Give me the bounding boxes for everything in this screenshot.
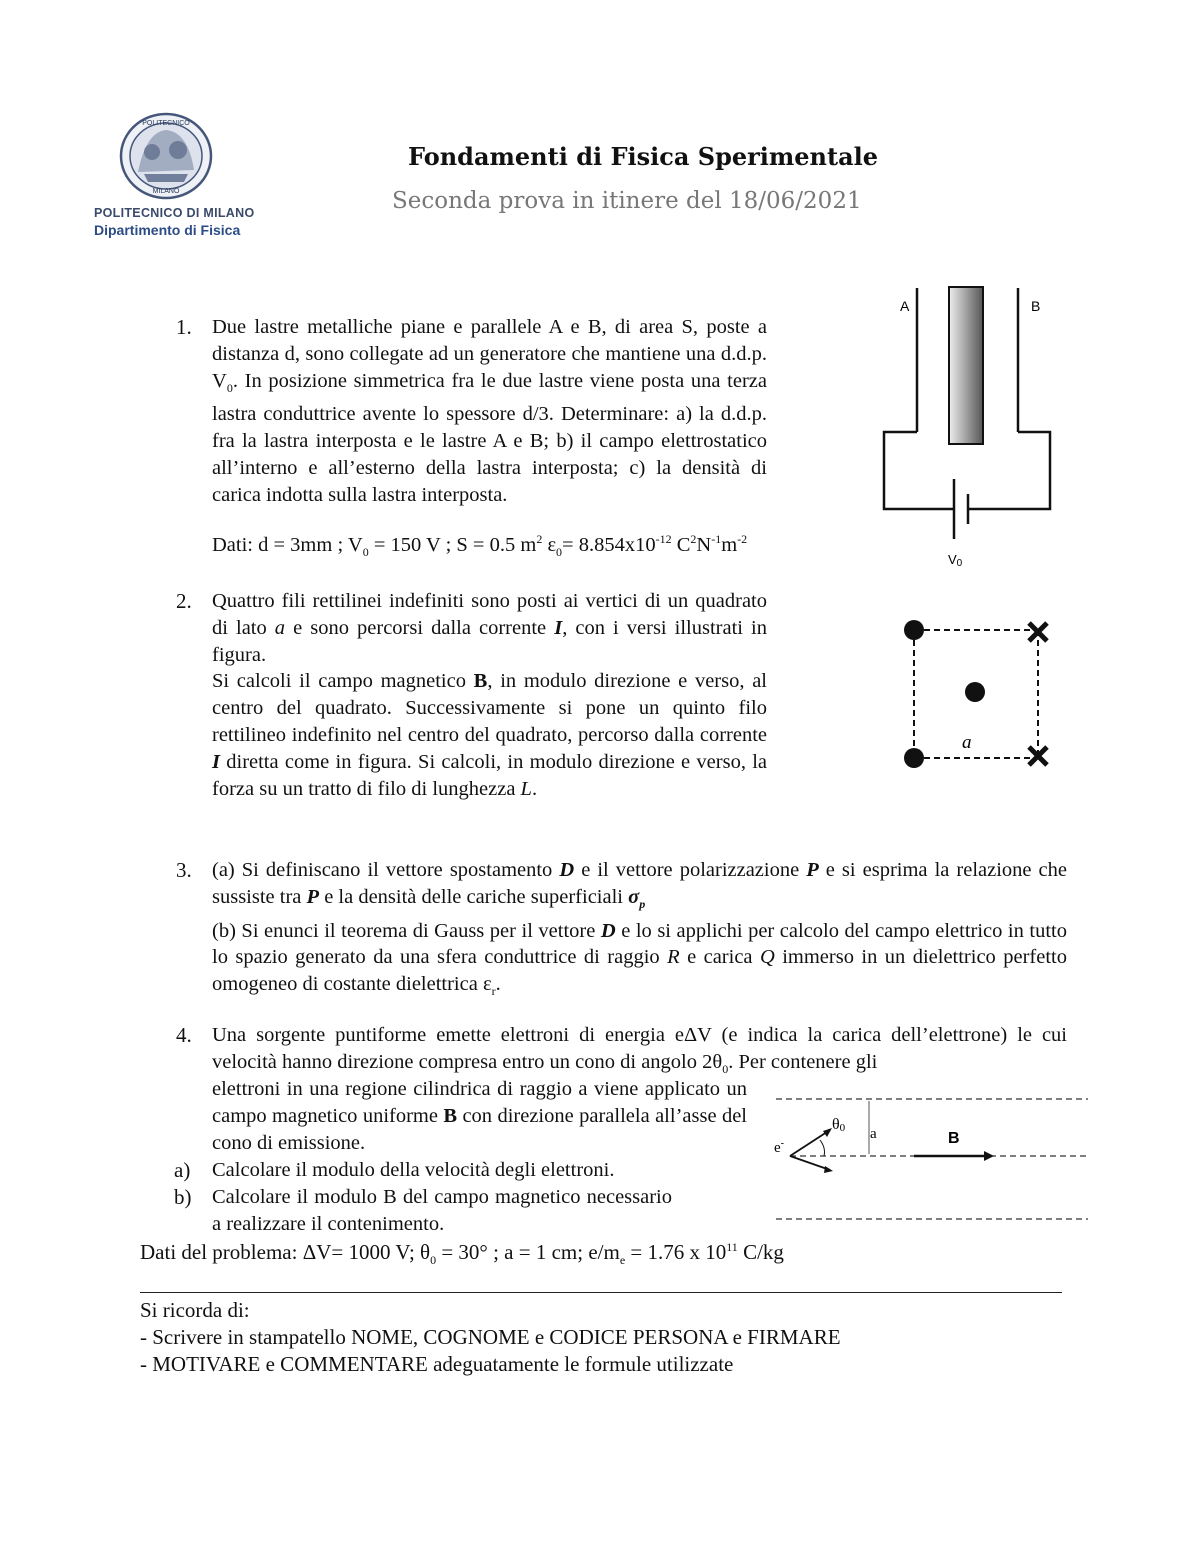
field-b-label: B [948,1130,960,1147]
institution-name: POLITECNICO DI MILANO [94,206,255,220]
problem-4-number: 4. [176,1023,192,1047]
problem-3-text: (a) Si definiscano il vettore spostamento D e il vettore polarizzazione P e si esprima la relazione che sussiste tra P e la densità delle cariche superficiali $\sigma_p$ (b) Si enunci il teorema di Gauss per il vettore D e lo si applichi per calcolo del campo elettrico in tutto lo spazio generato da una sfera conduttrice di raggio R e carica Q immerso in un dielettrico perfetto omogeneo di costante dielettrica $\varepsilon_r$. [212,859,1067,999]
question-a-text: Calcolare il modulo della velocità degli elettroni. [212,1159,615,1181]
plate-b-label: B [1031,298,1041,314]
problem-2-number: 2. [176,589,192,613]
radius-label: a [870,1126,877,1142]
capacitor-plates-figure [878,282,1058,572]
electron-label: e- [774,1138,785,1156]
document-subtitle: Seconda prova in itinere del 18/06/2021 [392,188,862,214]
problem-3-number: 3. [176,858,192,882]
question-b-label: b) [174,1185,192,1209]
footer-divider [140,1292,1062,1293]
four-wires-square-figure [896,614,1056,774]
seal-top-text: POLITECNICO [142,120,190,127]
square-side-label: a [962,732,972,753]
university-seal-logo [118,112,214,200]
wire-cross-bottom-right [1029,747,1047,765]
wire-dot-top-left [904,620,924,640]
wire-cross-top-right [1029,623,1047,641]
problem-4-text: elettroni in una regione cilindrica di raggio a viene applicato un campo magnetico uniforme B con direzione parallela all’asse del cono di emissione. [212,1078,748,1154]
problem-1-text: Due lastre metalliche piane e parallele A e B, di area S, poste a distanza d, sono collegate ad un generatore che mantiene una d.d.p. $V_0$. In posizione simmetrica fra le due lastre viene posta una terza lastra conduttrice avente lo spessore d/3. Determinare: a) la d.d.p. fra la lastra interposta e le lastre A e B; b) il campo elettrostatico all’interno e all’esterno della lastra interposta; c) la densità di carica indotta sulla lastra interposta. [212,316,767,506]
document-title: Fondamenti di Fisica Sperimentale [408,142,879,171]
problem-4-data: Dati del problema: ΔV= 1000 V; $\theta_0 = 30^\circ$ ; a = 1 cm; $e/m_e = 1.76$ x $10^{11}$ C/kg [140,1240,784,1268]
wire-dot-center [965,682,985,702]
reminder-item-2: - MOTIVARE e COMMENTARE adeguatamente le formule utilizzate [140,1352,734,1376]
reminder-item-1: - Scrivere in stampatello NOME, COGNOME e CODICE PERSONA e FIRMARE [140,1325,841,1349]
seal-bottom-text: MILANO [152,188,180,195]
reminder-heading: Si ricorda di: [140,1298,250,1322]
problem-2-text: Quattro fili rettilinei indefiniti sono posti ai vertici di un quadrato di lato a e sono percorsi dalla corrente I, con i versi illustrati in figura. Si calcoli il campo magnetico B, in modulo direzione e verso, al centro del quadrato. Successivamente si pone un quinto filo rettilineo indefinito nel centro del quadrato, percorso dalla corrente I diretta come in figura. Si calcoli, in modulo direzione e verso, la forza su un tratto di filo di lunghezza L. [212,590,767,800]
plate-a-label: A [900,298,910,314]
generator-label: V0 [948,552,963,569]
problem-1-number: 1. [176,315,192,339]
problem-1-data: Dati: d = 3mm ; $V_0 = 150$ V ; S = 0.5 $m^2$ $\varepsilon_0= 8.854x10^{-12}$ $C^2N^{-1}m^{-2}$ [212,532,748,559]
question-b-text: Calcolare il modulo B del campo magnetico necessario a realizzare il contenimento. [212,1186,672,1235]
electron-cone-figure [772,1090,1092,1225]
department-name: Dipartimento di Fisica [94,222,241,238]
theta-label: θ0 [832,1116,846,1134]
wire-dot-bottom-left [904,748,924,768]
problem-4-intro: Una sorgente puntiforme emette elettroni di energia eΔV (e indica la carica dell’elettrone) le cui velocità hanno direzione compresa entro un cono di angolo $2\theta_0$. Per contenere gli [212,1024,1067,1076]
question-a-label: a) [174,1158,191,1182]
